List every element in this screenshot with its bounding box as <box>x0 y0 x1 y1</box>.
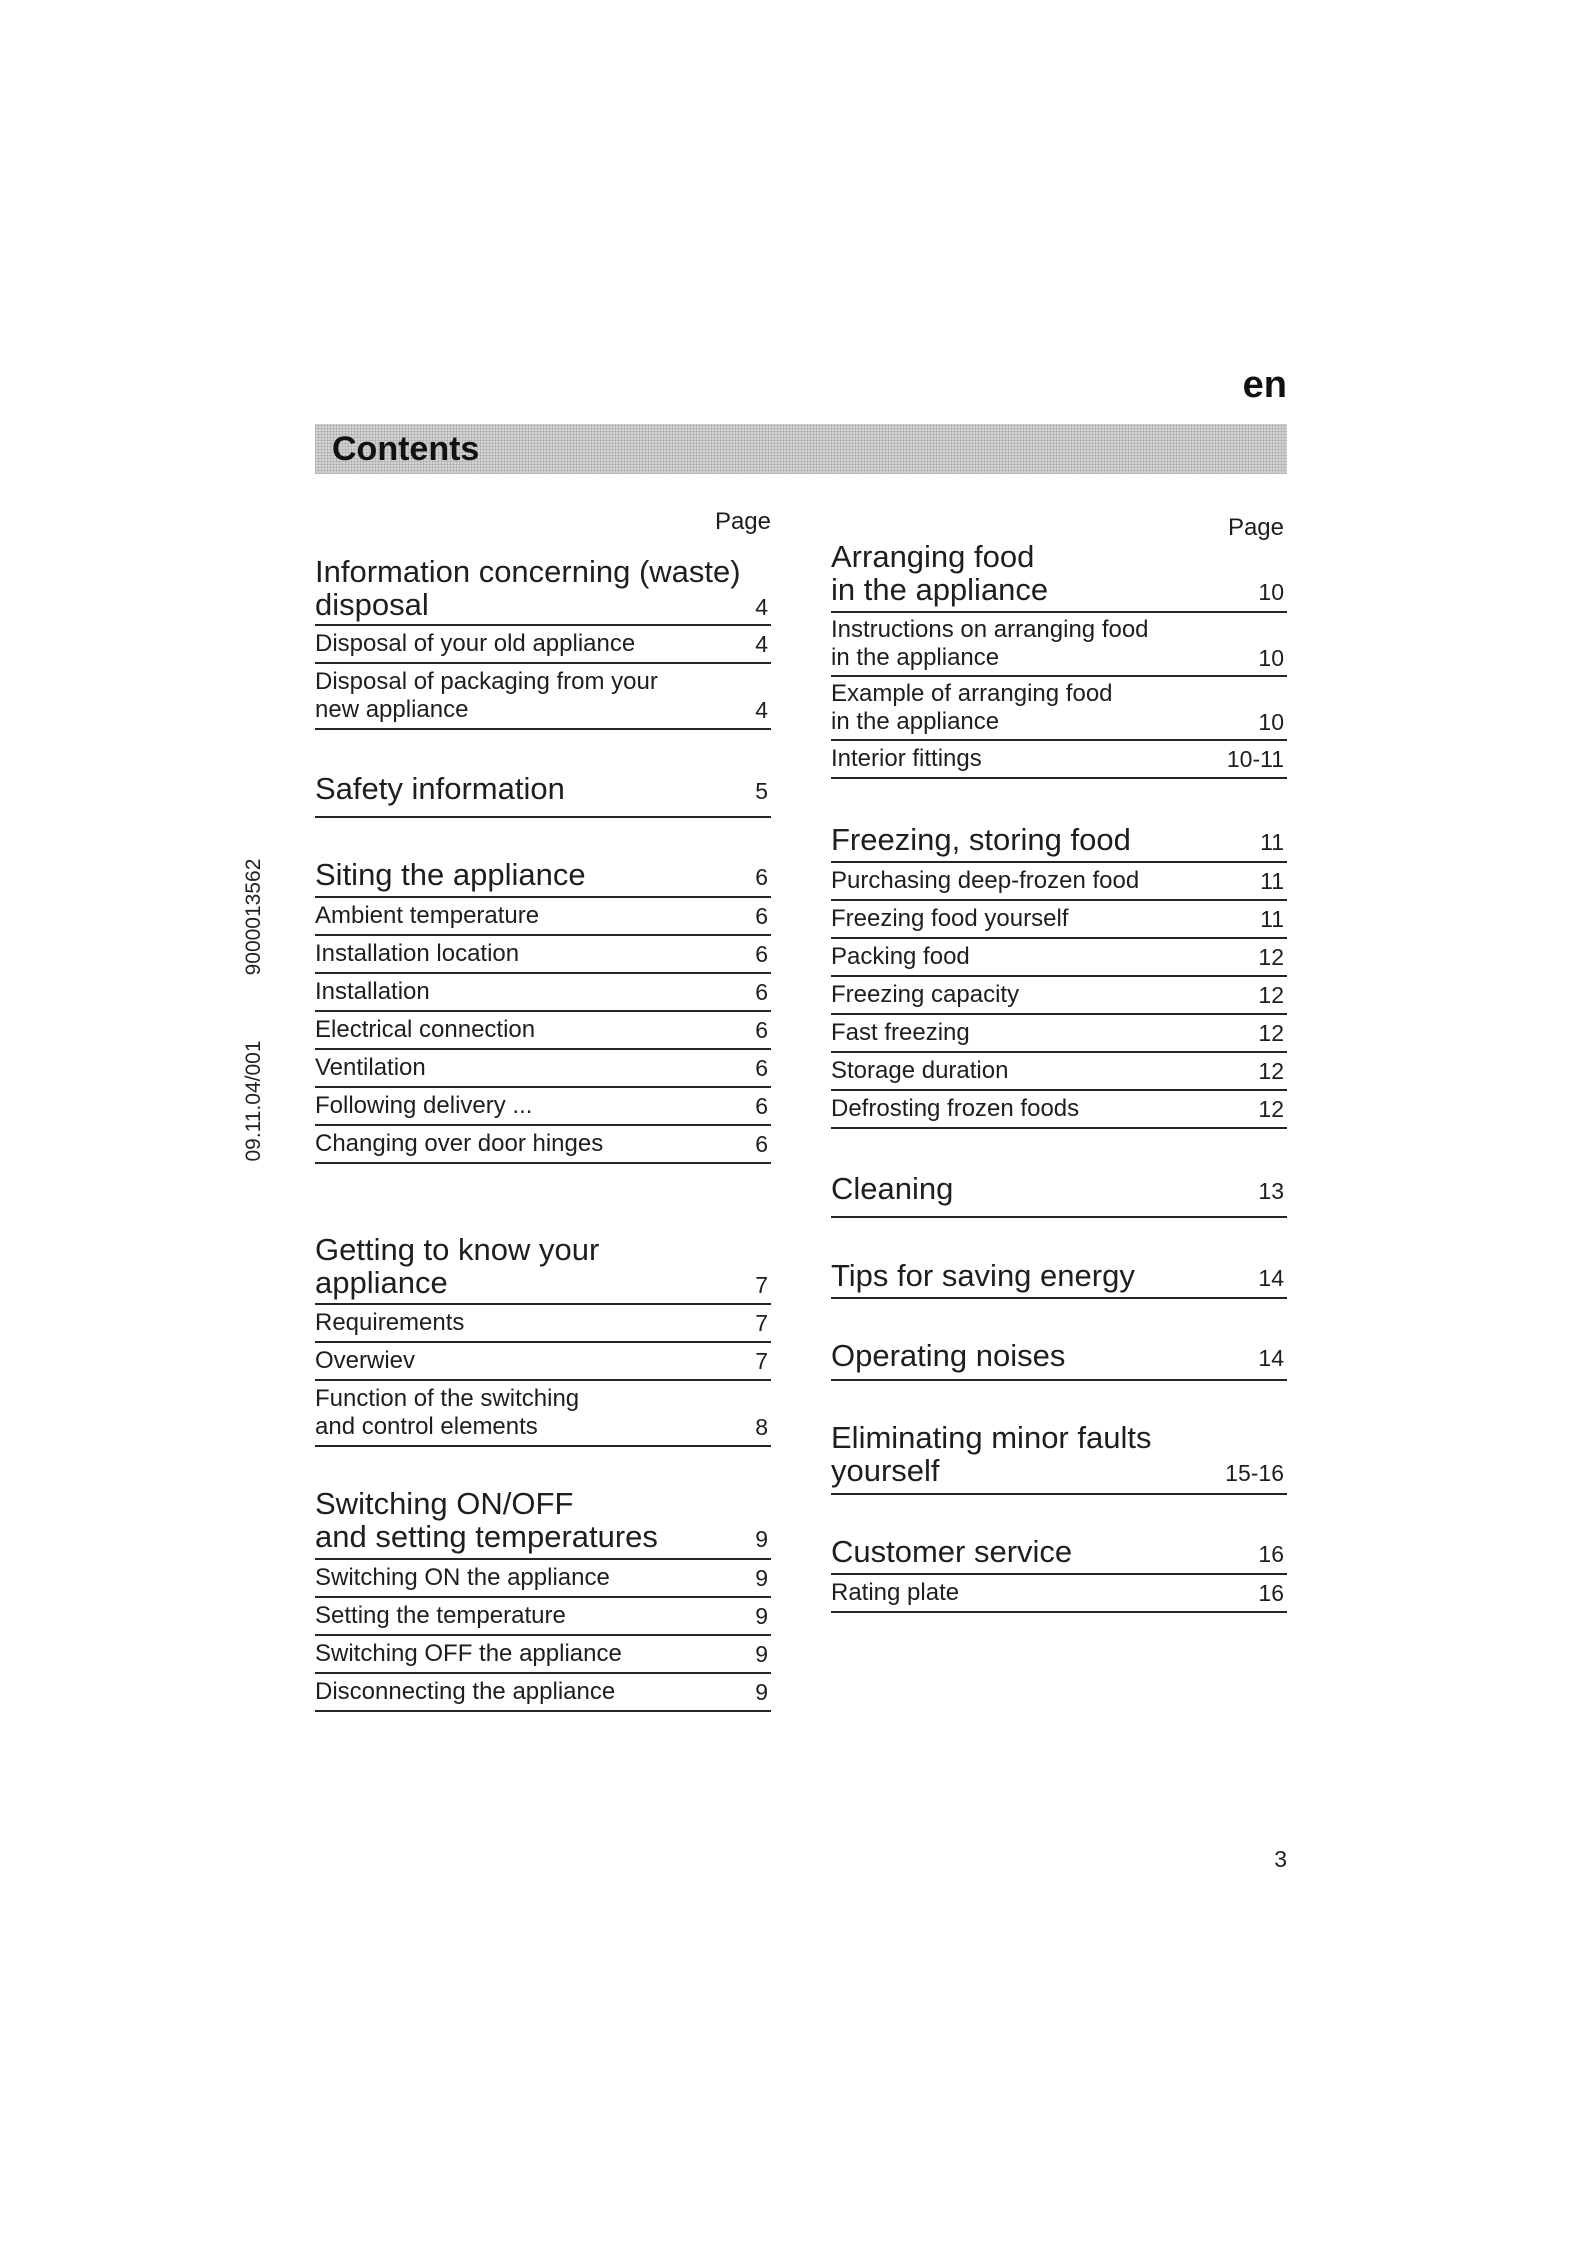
toc-entry <box>315 1305 771 1343</box>
toc-section <box>831 1172 1287 1218</box>
page-column-label-left: Page <box>714 508 771 535</box>
entry-title: Interior fittings <box>831 745 982 772</box>
toc-section-heading <box>831 540 1287 613</box>
contents-banner <box>315 424 1287 474</box>
toc-section <box>315 555 771 730</box>
entry-page-number: 7 <box>755 1310 768 1336</box>
toc-section-heading <box>315 1487 771 1560</box>
entry-page-number: 12 <box>1258 982 1284 1008</box>
toc-section-heading <box>315 555 771 626</box>
section-page-number: 6 <box>755 864 768 890</box>
entry-page-number: 6 <box>755 979 768 1005</box>
section-title: Customer service <box>831 1534 1073 1569</box>
toc-entry <box>315 1343 771 1381</box>
section-title: Cleaning <box>831 1171 954 1206</box>
entry-title: Packing food <box>831 943 970 970</box>
section-page-number: 7 <box>755 1272 768 1298</box>
entry-title: Instructions on arranging food in the appliance <box>831 616 1149 671</box>
entry-page-number: 9 <box>755 1603 768 1629</box>
entry-title: Switching ON the appliance <box>315 1564 610 1591</box>
toc-entry <box>831 863 1287 901</box>
entry-title: Switching OFF the appliance <box>315 1640 622 1667</box>
entry-title: Storage duration <box>831 1057 1009 1084</box>
entry-title: Ventilation <box>315 1054 426 1081</box>
toc-entry <box>315 626 771 664</box>
entry-page-number: 9 <box>755 1565 768 1591</box>
toc-section-heading <box>315 858 771 898</box>
section-title: Freezing, storing food <box>831 822 1131 857</box>
toc-entry <box>831 1091 1287 1129</box>
toc-entry <box>315 974 771 1012</box>
document-date-code: 09.11.04/001 <box>242 1040 265 1162</box>
entry-page-number: 12 <box>1258 1020 1284 1046</box>
section-title: Safety information <box>315 771 565 806</box>
section-title: Eliminating minor faults yourself <box>831 1420 1152 1488</box>
entry-title: Installation <box>315 978 430 1005</box>
entry-title: Rating plate <box>831 1579 960 1606</box>
toc-entry <box>315 1050 771 1088</box>
toc-entry <box>831 1575 1287 1613</box>
entry-title: Freezing food yourself <box>831 905 1069 932</box>
entry-title: Setting the temperature <box>315 1602 566 1629</box>
toc-entry <box>831 901 1287 939</box>
entry-title: Electrical connection <box>315 1016 536 1043</box>
entry-page-number: 16 <box>1258 1580 1284 1606</box>
section-page-number: 15-16 <box>1225 1460 1284 1486</box>
toc-section-heading <box>831 1259 1287 1299</box>
page-column-label-right: Page <box>1227 514 1284 541</box>
entry-title: Disposal of your old appliance <box>315 630 636 657</box>
entry-page-number: 6 <box>755 1093 768 1119</box>
entry-title: Ambient temperature <box>315 902 540 929</box>
toc-entry <box>315 664 771 730</box>
section-page-number: 11 <box>1260 829 1284 855</box>
toc-section <box>831 1535 1287 1613</box>
entry-title: Changing over door hinges <box>315 1130 604 1157</box>
entry-page-number: 12 <box>1258 1096 1284 1122</box>
toc-entry <box>315 898 771 936</box>
toc-entry <box>315 1088 771 1126</box>
toc-entry <box>315 1126 771 1164</box>
entry-title: Freezing capacity <box>831 981 1020 1008</box>
toc-section <box>315 1487 771 1712</box>
entry-page-number: 6 <box>755 903 768 929</box>
toc-section <box>831 1339 1287 1381</box>
entry-title: Example of arranging food in the appliance <box>831 680 1113 735</box>
entry-page-number: 10 <box>1258 709 1284 735</box>
section-page-number: 13 <box>1258 1178 1284 1204</box>
entry-title: Installation location <box>315 940 520 967</box>
toc-section <box>831 1421 1287 1495</box>
entry-page-number: 9 <box>755 1641 768 1667</box>
entry-page-number: 6 <box>755 1131 768 1157</box>
toc-entry <box>315 1674 771 1712</box>
toc-section-heading <box>831 1172 1287 1218</box>
toc-entry <box>831 977 1287 1015</box>
contents-heading: Contents <box>332 430 480 468</box>
toc-section <box>315 858 771 1164</box>
entry-title: Disconnecting the appliance <box>315 1678 616 1705</box>
section-title: Switching ON/OFF and setting temperatures <box>315 1486 658 1554</box>
toc-section <box>831 823 1287 1129</box>
section-page-number: 4 <box>755 594 768 620</box>
toc-entry <box>831 677 1287 741</box>
entry-page-number: 12 <box>1258 1058 1284 1084</box>
entry-title: Requirements <box>315 1309 465 1336</box>
entry-title: Fast freezing <box>831 1019 970 1046</box>
entry-page-number: 9 <box>755 1679 768 1705</box>
entry-page-number: 8 <box>755 1414 768 1440</box>
entry-page-number: 7 <box>755 1348 768 1374</box>
section-title: Getting to know your appliance <box>315 1232 600 1300</box>
entry-page-number: 6 <box>755 1017 768 1043</box>
entry-page-number: 11 <box>1260 906 1284 932</box>
entry-page-number: 6 <box>755 941 768 967</box>
entry-title: Function of the switching and control elements <box>315 1385 580 1440</box>
toc-section <box>315 772 771 818</box>
entry-page-number: 10 <box>1258 645 1284 671</box>
entry-title: Following delivery ... <box>315 1092 533 1119</box>
entry-page-number: 11 <box>1260 868 1284 894</box>
toc-entry <box>831 1053 1287 1091</box>
section-title: Information concerning (waste) disposal <box>315 554 741 622</box>
section-page-number: 14 <box>1258 1265 1284 1291</box>
toc-entry <box>315 1381 771 1447</box>
section-page-number: 5 <box>755 778 768 804</box>
page-number: 3 <box>1274 1846 1287 1872</box>
entry-page-number: 6 <box>755 1055 768 1081</box>
entry-page-number: 4 <box>755 631 768 657</box>
entry-page-number: 4 <box>755 697 768 723</box>
toc-section-heading <box>831 1339 1287 1381</box>
section-page-number: 10 <box>1258 579 1284 605</box>
toc-entry <box>315 936 771 974</box>
language-tag: en <box>1242 364 1287 406</box>
toc-section <box>831 1259 1287 1299</box>
toc-entry <box>831 741 1287 779</box>
toc-entry <box>831 613 1287 677</box>
toc-section-heading <box>831 1421 1287 1495</box>
section-page-number: 16 <box>1258 1541 1284 1567</box>
toc-section-heading <box>315 772 771 818</box>
toc-section-heading <box>831 1535 1287 1575</box>
toc-section-heading <box>315 1233 771 1305</box>
entry-page-number: 10-11 <box>1226 746 1284 772</box>
toc-entry <box>831 939 1287 977</box>
toc-section-heading <box>831 823 1287 863</box>
section-title: Tips for saving energy <box>831 1258 1135 1293</box>
toc-entry <box>315 1636 771 1674</box>
section-page-number: 14 <box>1258 1345 1284 1371</box>
toc-section <box>315 1233 771 1447</box>
entry-title: Overwiev <box>315 1347 416 1374</box>
section-title: Operating noises <box>831 1338 1066 1373</box>
toc-entry <box>831 1015 1287 1053</box>
toc-entry <box>315 1012 771 1050</box>
document-number: 9000013562 <box>242 858 265 976</box>
entry-title: Disposal of packaging from your new appliance <box>315 668 658 723</box>
section-page-number: 9 <box>755 1526 768 1552</box>
entry-title: Defrosting frozen foods <box>831 1095 1080 1122</box>
entry-page-number: 12 <box>1258 944 1284 970</box>
section-title: Siting the appliance <box>315 857 586 892</box>
entry-title: Purchasing deep-frozen food <box>831 867 1140 894</box>
toc-entry <box>315 1560 771 1598</box>
section-title: Arranging food in the appliance <box>831 539 1049 607</box>
toc-section <box>831 540 1287 779</box>
toc-entry <box>315 1598 771 1636</box>
